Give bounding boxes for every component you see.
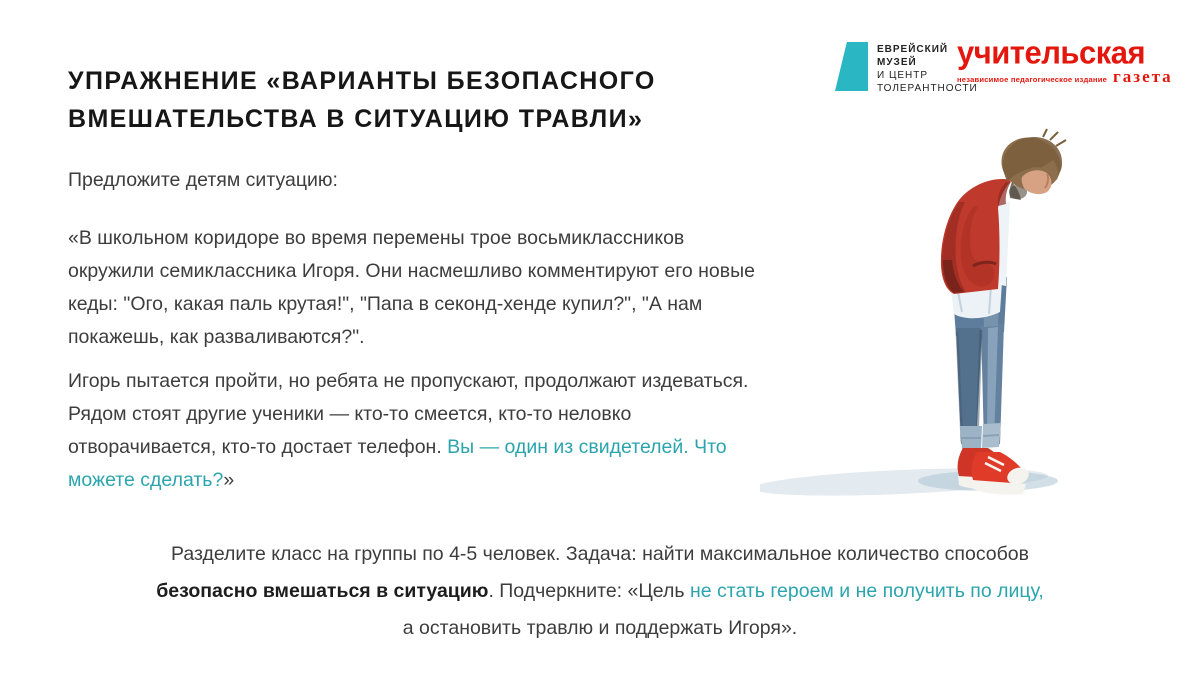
title-line2: ВМЕШАТЕЛЬСТВА В СИТУАЦИЮ ТРАВЛИ» [68, 105, 644, 133]
museum-name-line1: ЕВРЕЙСКИЙ [877, 44, 949, 55]
instructions-line2 [70, 573, 1130, 610]
museum-name-line4: ТОЛЕРАНТНОСТИ [877, 83, 978, 94]
body-text [68, 164, 756, 497]
gazeta-word: газета [1113, 67, 1173, 86]
museum-name-line2: МУЗЕЙ [877, 57, 917, 68]
instructions-bold: безопасно вмешаться в ситуацию [156, 580, 489, 602]
gazeta-tagline: независимое педагогическое издание [957, 75, 1108, 84]
jeans-cuffs [960, 423, 1001, 449]
continuation-text: Игорь пытается пройти, но ребята не пропускают, продолжают издеваться. Рядом стоят другие ученики — кто-то смеется, кто-то неловко отворачивается, кто-то достает телефон. [68, 370, 749, 458]
continuation-paragraph [68, 365, 756, 497]
intro-paragraph: Предложите детям ситуацию: [68, 169, 338, 191]
gazeta-masthead: учительская [957, 33, 1146, 71]
page-title [68, 62, 656, 138]
situation-paragraph: «В школьном коридоре во время перемены трое восьмиклассников окружили семиклассника Игоря. Они насмешливо комментируют его новые кеды: "Ого, какая паль крутая!", "Папа в секонд-хенде купил?", "А нам покажешь, как разваливаются?". [68, 227, 755, 348]
museum-name-line3: И ЦЕНТР [877, 70, 929, 81]
instructions-mid: . Подчеркните: «Цель [488, 580, 690, 602]
boy-with-head-down-drawing [760, 120, 1120, 520]
gazeta-logo [957, 33, 1173, 86]
instructions-line1: Разделите класс на группы по 4-5 человек. Задача: найти максимальное количество способов [170, 543, 1030, 565]
instructions-teal: не стать героем и не получить по лицу, [689, 580, 1044, 602]
highlight-question: Вы — один из свидетелей. Что можете сделать? [68, 436, 727, 491]
boy-illustration [760, 120, 1120, 520]
gazeta-subline [957, 67, 1173, 86]
title-line1: УПРАЖНЕНИЕ «ВАРИАНТЫ БЕЗОПАСНОГО [68, 67, 656, 95]
closing-quote: » [223, 469, 235, 491]
instructions-line3: а остановить травлю и поддержать Игоря». [402, 617, 798, 639]
instructions-text [70, 536, 1130, 647]
front-sneaker [972, 452, 1031, 495]
museum-logo-mark-icon [835, 42, 868, 91]
